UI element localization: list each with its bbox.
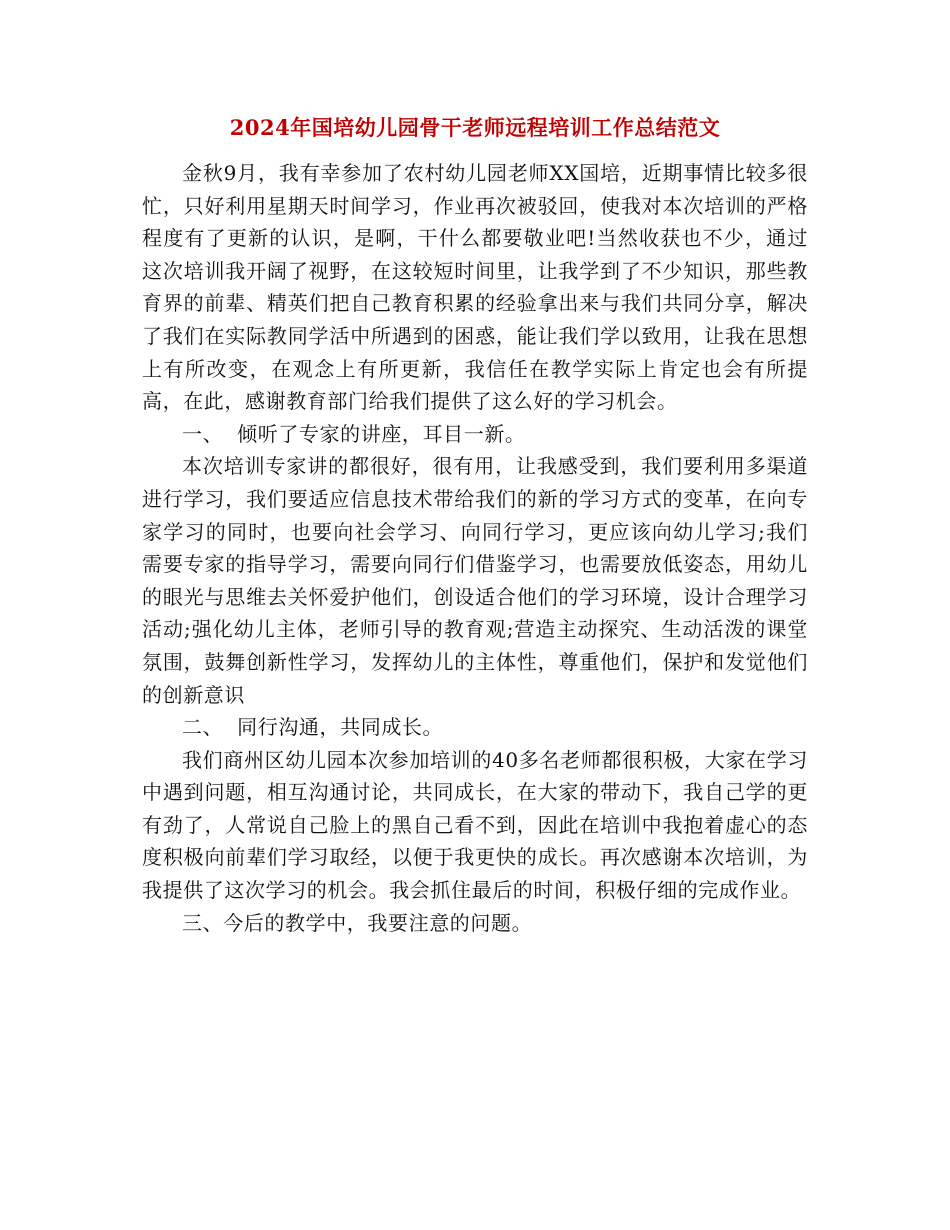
paragraph-intro: 金秋9月，我有幸参加了农村幼儿园老师XX国培，近期事情比较多很忙，只好利用星期天时间学习，作业再次被驳回，使我对本次培训的严格程度有了更新的认识，是啊，干什么都要敬业吧!当然收获也不少，通过这次培训我开阔了视野，在这较短时间里，让我学到了不少知识，那些教育界的前辈、精英们把自己教育积累的经验拿出来与我们共同分享，解决了我们在实际教同学活中所遇到的困惑，能让我们学以致用，让我在思想上有所改变，在观念上有所更新，我信任在教学实际上肯定也会有所提高，在此，感谢教育部门给我们提供了这么好的学习机会。 <box>142 161 808 414</box>
document-title: 2024年国培幼儿园骨干老师远程培训工作总结范文 <box>229 115 721 140</box>
paragraph-section-1: 本次培训专家讲的都很好，很有用，让我感受到，我们要利用多渠道进行学习，我们要适应信息技术带给我们的新的学习方式的变革，在向专家学习的同时，也要向社会学习、向同行学习，更应该向幼儿学习;我们需要专家的指导学习，需要向同行们借鉴学习，也需要放低姿态，用幼儿的眼光与思维去关怀爱护他们，创设适合他们的学习环境，设计合理学习活动;强化幼儿主体，老师引导的教育观;营造主动探究、生动活泼的课堂氛围，鼓舞创新性学习，发挥幼儿的主体性，尊重他们，保护和发觉他们的创新意识 <box>142 454 808 707</box>
section-heading-2: 二、 同行沟通，共同成长。 <box>182 715 444 740</box>
section-heading-3: 三、今后的教学中，我要注意的问题。 <box>182 910 533 935</box>
section-heading-1: 一、 倾听了专家的讲座，耳目一新。 <box>182 421 526 446</box>
paragraph-section-2: 我们商州区幼儿园本次参加培训的40多名老师都很积极，大家在学习中遇到问题，相互沟通讨论，共同成长，在大家的带动下，我自己学的更有劲了，人常说自己脸上的黑自己看不到，因此在培训中我抱着虚心的态度积极向前辈们学习取经，以便于我更快的成长。再次感谢本次培训，为我提供了这次学习的机会。我会抓住最后的时间，积极仔细的完成作业。 <box>142 747 808 903</box>
document-body <box>142 157 808 939</box>
